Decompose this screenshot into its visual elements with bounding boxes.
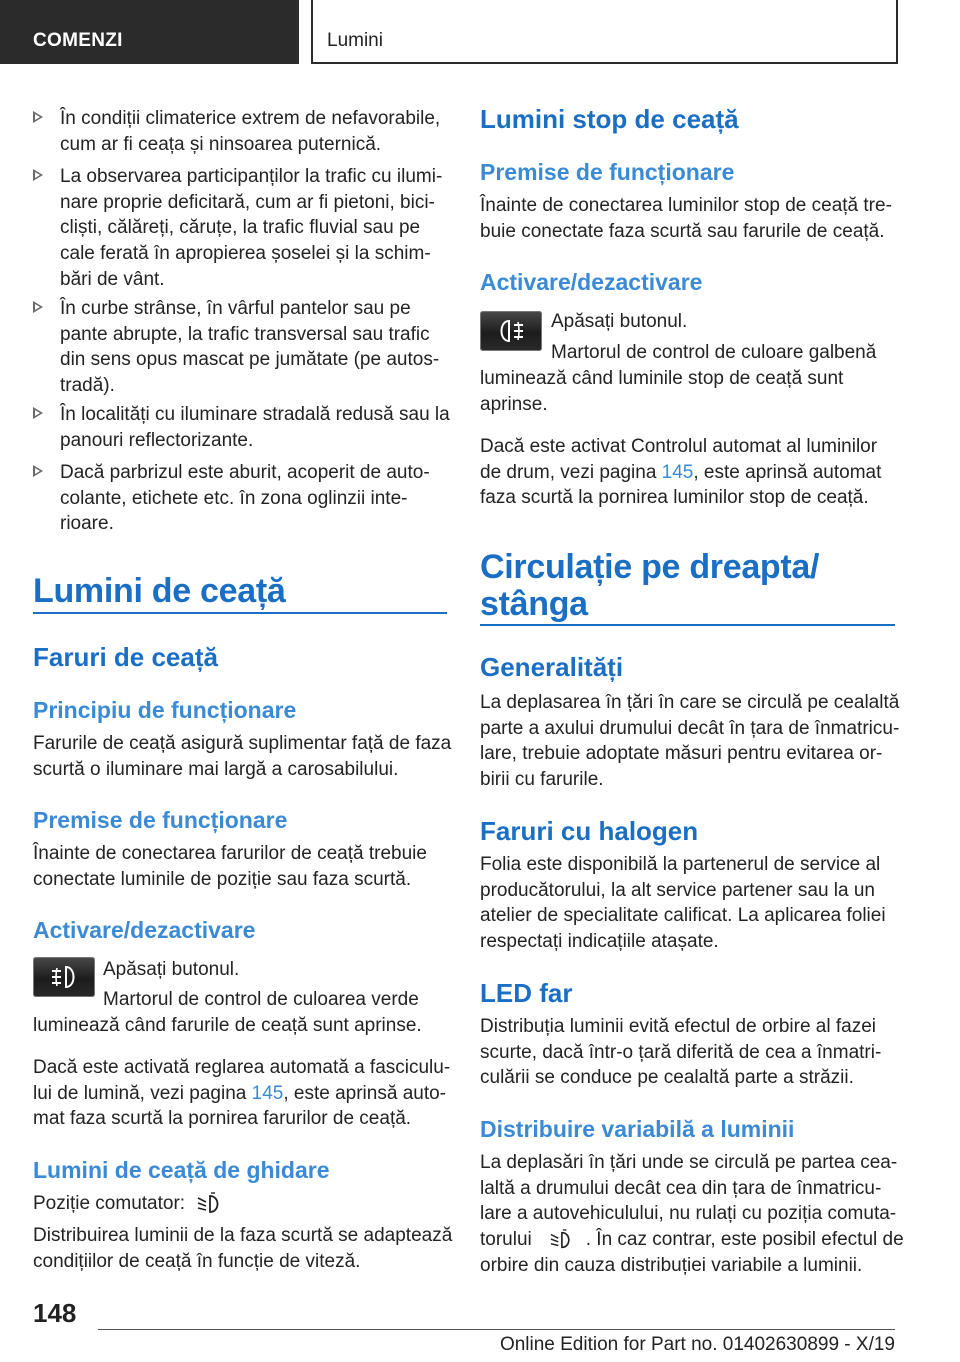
text-line: Dacă este activat Controlul automat al luminilor [480,436,878,457]
text-line: luminează când luminile stop de ceață sunt [480,368,844,389]
text-line: La deplasări în țări unde se circulă pe partea cea- [480,1152,898,1173]
activation-indicator-text-rear-cont [480,366,843,417]
heading-rear-fog-lights: Lumini stop de ceață [480,104,739,134]
paragraph-general [480,690,899,793]
triangle-bullet-icon [33,111,43,123]
paragraph-guide [33,1223,452,1274]
text-line: scurte, dacă într-o țară diferită de cea a înmatri- [480,1041,882,1063]
paragraph-premise-rear [480,193,892,244]
triangle-bullet-icon [33,301,43,313]
list-item-line: rioare. [60,513,114,535]
activation-indicator-text: Martorul de control de culoarea verde [103,989,419,1010]
activation-indicator-text-rear: Martorul de control de culoare galbenă [551,342,877,363]
page-link[interactable]: 145 [251,1082,284,1104]
rear-fog-light-icon [496,318,526,344]
list-item-line: În condiții climaterice extrem de nefavorabile, [60,108,441,129]
text-fragment: , este aprinsă auto- [283,1082,446,1104]
heading-premise: Premise de funcționare [33,807,288,833]
switch-position-text [33,1191,228,1217]
text-line: Farurile de ceață asigură suplimentar față de faza [33,733,452,754]
section-title-line: stânga [480,585,588,623]
header-section-label: COMENZI [33,30,123,51]
text-line: La deplasarea în țări în care se circulă pe cealaltă [480,692,900,713]
heading-fog-headlights: Faruri de ceață [33,642,218,672]
section-rule [33,612,447,614]
text-line: mat faza scurtă la pornirea farurilor de ceață. [33,1108,412,1130]
list-item-line: cum ar fi ceața și ninsoarea puternică. [60,133,382,155]
list-item-line: tradă). [60,375,115,397]
paragraph-halogen [480,852,886,955]
heading-variable-light: Distribuire variabilă a luminii [480,1116,795,1142]
list-item-line: nare proprie deficitară, cum ar fi pietoni, bici- [60,191,435,213]
text-fragment: torului [480,1229,532,1251]
list-item-line: În localități cu iluminare stradală redusă sau la [60,404,450,425]
list-item-line: cale ferată în apropierea șoselei și la schim- [60,243,431,265]
list-item-line: cliști, călăreți, căruțe, la trafic fluvial sau pe [60,217,421,239]
text-line [33,1081,450,1107]
list-item-line: pante abrupte, la trafic transversal sau trafic [60,323,430,345]
text-line: scurtă o iluminare mai largă a carosabilului. [33,758,399,780]
heading-general: Generalități [480,652,624,682]
footer-rule [98,1329,895,1330]
low-beam-auto-icon [194,1192,224,1216]
section-rule [480,624,895,626]
heading-guide-fog-lights: Lumini de ceață de ghidare [33,1157,330,1183]
text-line: lare, trebuie adoptate măsuri pentru evitarea or- [480,743,883,765]
list-item-line: Dacă parbrizul este aburit, acoperit de auto- [60,462,430,483]
text-line: buie conectate faza scurtă sau farurile de ceață. [480,220,885,242]
header-section-tab [0,0,299,64]
triangle-bullet-icon [33,169,43,181]
text-line: parte a axului drumului decât în țara de înmatricu- [480,717,900,739]
text-fragment: . În caz contrar, este posibil efectul de [585,1229,904,1251]
text-line [480,1227,904,1253]
footer-edition: Online Edition for Part no. 01402630899 - X/19 [499,1334,895,1355]
paragraph-auto-beam [33,1055,450,1132]
header-chapter-box [311,0,898,64]
text-line: atelier de specialitate calificat. La aplicarea foliei [480,905,886,927]
text-line: lare a autovehiculului, nu rulați cu poziția comuta- [480,1203,897,1225]
list-item-line: din sens opus mascat pe jumătate (pe autos- [60,349,440,371]
text-line: producătorului, la alt service partener sau la un [480,879,876,901]
text-line: respectați indicațiile atașate. [480,931,719,953]
text-line: Distribuția luminii evită efectul de orbire al fazei [480,1016,877,1037]
fog-light-button-image [33,957,95,997]
paragraph-led [480,1014,881,1091]
text-line: Înainte de conectarea farurilor de ceață trebuie [33,843,427,864]
text-line: Înainte de conectarea luminilor stop de ceață tre- [480,195,892,216]
header-chapter-label: Lumini [327,30,383,51]
triangle-bullet-icon [33,465,43,477]
text-line: Dacă este activată reglarea automată a fasciculu- [33,1057,451,1078]
list-item-line: colante, etichete etc. în zona oglinzii inte- [60,487,408,509]
triangle-bullet-icon [33,407,43,419]
list-item-line: bări de vânt. [60,268,165,290]
paragraph-principle [33,731,451,782]
text-line: birii cu farurile. [480,769,604,791]
heading-led: LED far [480,978,573,1008]
text-line: conectate luminile de poziție sau faza scurtă. [33,868,412,890]
rear-fog-light-button-image [480,311,542,351]
heading-halogen: Faruri cu halogen [480,816,699,846]
section-title-traffic-side [480,548,819,624]
activation-press-text: Apăsați butonul. [103,959,240,980]
paragraph-premise [33,841,427,892]
text-fragment: de drum, vezi pagina [480,461,662,483]
list-item-line: panouri reflectorizante. [60,429,254,451]
paragraph-variable-light [480,1150,904,1279]
text-line: orbire din cauza distribuției variabile a luminii. [480,1254,863,1276]
text-fragment: , este aprinsă automat [693,461,882,483]
heading-activation-rear: Activare/dezactivare [480,269,703,295]
text-fragment: lui de lumină, vezi pagina [33,1082,252,1104]
text-fragment: Poziție comutator: [33,1193,186,1214]
list-item-line: La observarea participanților la trafic cu ilumi- [60,166,443,187]
front-fog-light-icon [49,964,79,990]
text-line: Folia este disponibilă la partenerul de service al [480,854,881,875]
text-line: culării se conduce pe cealaltă parte a străzii. [480,1067,854,1089]
heading-premise-rear: Premise de funcționare [480,159,735,185]
heading-activation: Activare/dezactivare [33,917,256,943]
heading-principle: Principiu de funcționare [33,697,297,723]
text-line: faza scurtă la pornirea luminilor stop de ceață. [480,487,869,509]
activation-press-text-rear: Apăsați butonul. [551,311,688,332]
page-number: 148 [33,1298,77,1328]
section-title-fog-lights: Lumini de ceață [33,572,286,610]
section-title-line: Circulație pe dreapta/ [480,548,820,586]
text-line: Distribuirea luminii de la faza scurtă se adaptează [33,1225,453,1246]
text-line: aprinse. [480,393,548,415]
low-beam-auto-icon [546,1229,576,1251]
text-line [480,460,881,486]
activation-indicator-text-cont: luminează când farurile de ceață sunt aprinse. [33,1015,422,1036]
page-link[interactable]: 145 [661,461,694,483]
paragraph-auto-rear [480,434,881,511]
text-line: laltă a drumului decât cea din țara de înmatricu- [480,1177,882,1199]
list-item-line: În curbe strânse, în vârful pantelor sau pe [60,298,411,319]
text-line: condițiilor de ceață în funcție de viteză. [33,1250,361,1272]
